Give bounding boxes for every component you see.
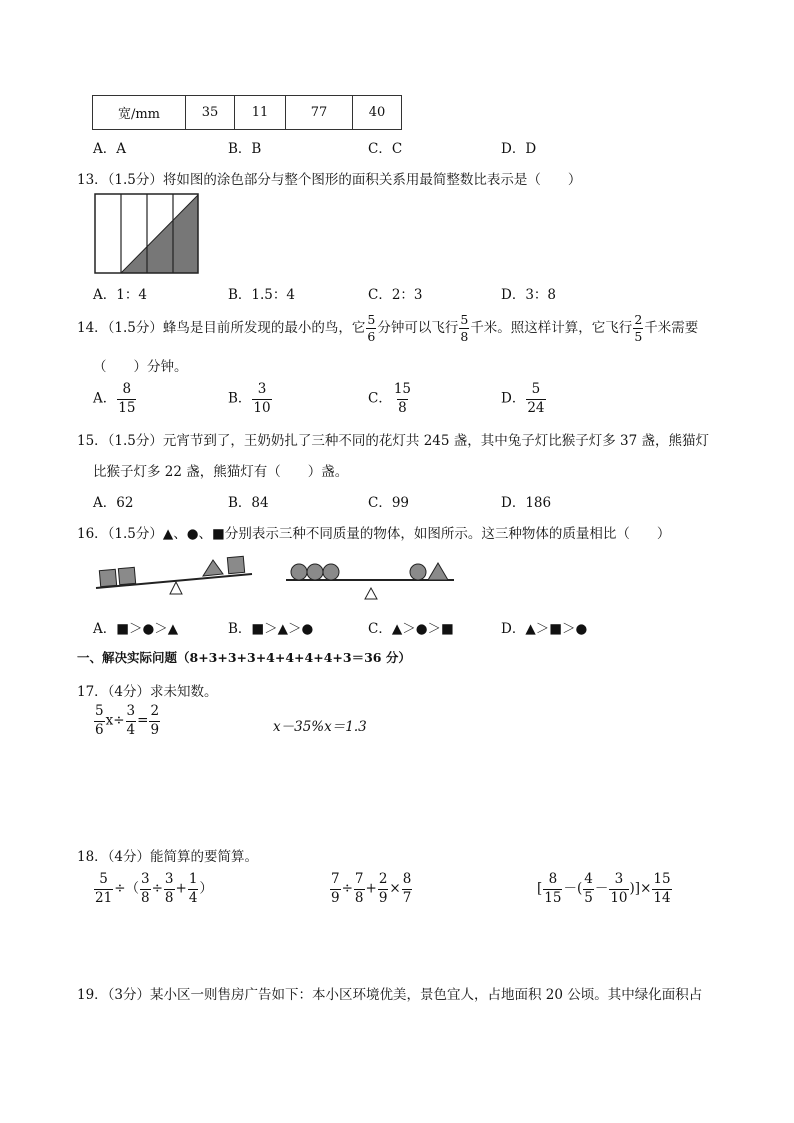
operator: )]×	[629, 880, 652, 897]
denominator: 10	[253, 399, 271, 416]
q13-option-d[interactable]: D．3：8	[501, 287, 557, 303]
table-header-cell	[93, 96, 186, 130]
q18-expression-2	[329, 873, 413, 905]
q16-option-c[interactable]: C．▲＞●＞■	[368, 621, 454, 637]
numerator: 5	[367, 311, 376, 327]
operator: ÷（	[114, 880, 139, 897]
numerator: 2	[634, 311, 643, 327]
section-heading: 一、解决实际问题（8+3+3+3+4+4+4+4+3＝36 分）	[77, 650, 411, 665]
operator: －(	[563, 880, 583, 897]
numerator: 8	[402, 871, 412, 887]
numerator: 7	[331, 871, 340, 887]
balance-scale-1	[96, 556, 252, 599]
denominator: 6	[367, 329, 376, 344]
equation-text: x÷	[105, 712, 125, 729]
denominator: 15	[544, 889, 562, 906]
operator: [	[537, 880, 543, 897]
fraction	[140, 873, 151, 905]
q12-option-c[interactable]: C．C	[368, 141, 403, 157]
numerator: 8	[548, 871, 558, 887]
q15-stem-line2: 比猴子灯多 22 盏，熊猫灯有（ ）盏。	[93, 464, 349, 480]
q16-option-d[interactable]: D．▲＞■＞●	[501, 621, 588, 637]
operator: ×	[389, 880, 401, 897]
denominator: 8	[141, 889, 150, 906]
q12-option-d[interactable]: D．D	[501, 141, 537, 157]
fraction	[252, 383, 271, 415]
numerator: 5	[99, 871, 108, 887]
numerator: 3	[164, 871, 174, 887]
numerator: 4	[584, 871, 593, 887]
balance-scales-figure	[94, 548, 464, 602]
operator: +	[175, 880, 187, 897]
q13-shaded-rectangle-figure	[94, 193, 200, 275]
balance-scale-2	[286, 563, 454, 599]
fraction	[633, 311, 643, 344]
option-label: D．	[501, 390, 526, 407]
table-cell: 11	[235, 96, 286, 130]
table-cell: 40	[353, 96, 402, 130]
q15-option-c[interactable]: C．99	[368, 495, 410, 511]
q14-option-b[interactable]	[228, 383, 273, 415]
q15-stem-line1: 15．（1.5分）元宵节到了，王奶奶扎了三种不同的花灯共 245 盏，其中兔子灯比猴子灯多 37 盏，熊猫灯	[77, 433, 710, 449]
fraction	[330, 873, 341, 905]
fraction	[366, 311, 376, 344]
fraction	[393, 383, 412, 415]
denominator: 4	[126, 721, 136, 738]
denominator: 24	[527, 399, 545, 416]
fraction	[543, 873, 562, 905]
numerator: 8	[122, 381, 132, 397]
q17-stem: 17．（4分）求未知数。	[77, 684, 218, 700]
denominator: 7	[402, 889, 412, 906]
numerator: 3	[141, 871, 150, 887]
option-label: C．	[368, 390, 392, 407]
q16-option-a[interactable]: A．■＞●＞▲	[93, 621, 179, 637]
q14-text: 千米。照这样计算，它飞行	[470, 320, 633, 336]
numerator: 2	[378, 871, 388, 887]
q15-option-a[interactable]: A．62	[93, 495, 134, 511]
fraction	[526, 383, 545, 415]
q18-expression-3	[537, 873, 673, 905]
q14-option-c[interactable]	[368, 383, 413, 415]
q16-stem: 16．（1.5分）▲、●、■分别表示三种不同质量的物体，如图所示。这三种物体的质量相比（ ）	[77, 526, 671, 542]
operator: ）	[199, 880, 213, 897]
q14-stem-line2: （ ）分钟。	[93, 359, 188, 375]
fraction	[164, 873, 175, 905]
fraction	[459, 311, 469, 344]
q15-option-b[interactable]: B．84	[228, 495, 269, 511]
denominator: 10	[610, 889, 628, 906]
denominator: 8	[460, 329, 469, 344]
q19-stem: 19．（3分）某小区一则售房广告如下：本小区环境优美，景色宜人，占地面积 20 公顷。其中绿化面积占	[77, 987, 703, 1003]
q13-stem: 13．（1.5分）将如图的涂色部分与整个图形的面积关系用最简整数比表示是（ ）	[77, 172, 582, 188]
q14-text: 分钟可以飞行	[377, 320, 459, 336]
operator: +	[365, 880, 377, 897]
fraction	[609, 873, 628, 905]
operator: －	[594, 880, 609, 897]
numerator: 15	[653, 871, 671, 887]
numerator: 7	[354, 871, 364, 887]
denominator: 15	[118, 399, 136, 416]
q13-option-a[interactable]: A．1：4	[93, 287, 147, 303]
numerator: 1	[188, 871, 198, 887]
numerator: 2	[150, 703, 160, 719]
numerator: 3	[257, 381, 267, 397]
denominator: 4	[188, 889, 198, 906]
q12-option-b[interactable]: B．B	[228, 141, 262, 157]
table-label: 宽/mm	[117, 107, 161, 122]
denominator: 8	[164, 889, 174, 906]
q16-option-b[interactable]: B．■＞▲＞●	[228, 621, 314, 637]
numerator: 3	[126, 703, 136, 719]
table-cell: 35	[186, 96, 235, 130]
fraction	[117, 383, 136, 415]
q14-stem-line1	[77, 313, 698, 344]
fraction	[126, 705, 137, 737]
q12-option-a[interactable]: A．A	[93, 141, 126, 157]
q14-option-d[interactable]	[501, 383, 547, 415]
fraction	[402, 873, 413, 905]
fraction	[354, 873, 365, 905]
q14-option-a[interactable]	[93, 383, 137, 415]
option-label: B．	[228, 390, 252, 407]
q17-equation-2: x－35%x＝1.3	[273, 719, 367, 735]
fraction	[188, 873, 199, 905]
denominator: 14	[653, 889, 671, 906]
denominator: 9	[150, 721, 160, 738]
q13-option-c[interactable]: C．2：3	[368, 287, 423, 303]
numerator: 5	[460, 311, 469, 327]
operator: ÷	[151, 880, 163, 897]
q18-expression-1	[93, 873, 213, 905]
denominator: 9	[378, 889, 388, 906]
numerator: 15	[393, 381, 412, 397]
q14-text: 千米需要	[644, 320, 699, 336]
equation-text: =	[137, 712, 149, 729]
operator: ÷	[341, 880, 353, 897]
option-label: A．	[93, 390, 117, 407]
table-cell: 77	[286, 96, 353, 130]
denominator: 8	[398, 399, 407, 416]
fraction	[94, 705, 105, 737]
denominator: 21	[95, 889, 113, 906]
data-table	[92, 95, 402, 130]
q14-text: 14．（1.5分）蜂鸟是目前所发现的最小的鸟，它	[77, 320, 366, 336]
denominator: 8	[354, 889, 364, 906]
q15-option-d[interactable]: D．186	[501, 495, 552, 511]
numerator: 3	[614, 871, 624, 887]
fraction	[378, 873, 389, 905]
numerator: 5	[531, 381, 541, 397]
q13-option-b[interactable]: B．1.5：4	[228, 287, 295, 303]
fraction	[94, 873, 113, 905]
fraction	[149, 705, 160, 737]
numerator: 5	[95, 703, 104, 719]
q18-stem: 18．（4分）能简算的要简算。	[77, 849, 259, 865]
q17-equation-1	[93, 705, 161, 737]
denominator: 6	[95, 721, 104, 738]
fraction	[652, 873, 671, 905]
fraction	[583, 873, 594, 905]
denominator: 5	[634, 329, 643, 344]
denominator: 5	[584, 889, 593, 906]
denominator: 9	[331, 889, 340, 906]
